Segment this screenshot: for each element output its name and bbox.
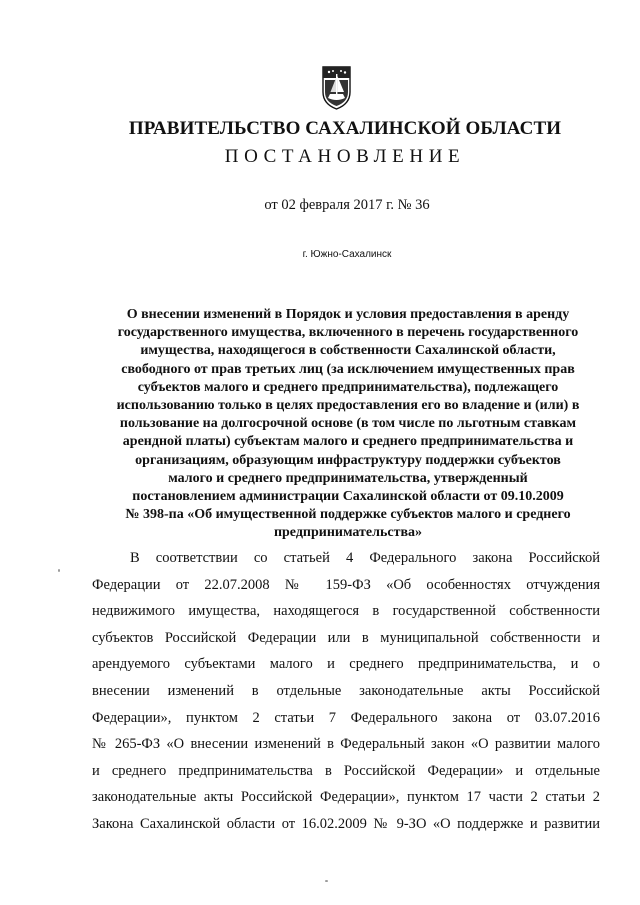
document-kind: ПОСТАНОВЛЕНИЕ	[224, 146, 466, 167]
subject-line: № 398-па «Об имущественной поддержке субъектов малого и среднего	[125, 507, 571, 523]
subject-line: свободного от прав третьих лиц (за исключением имущественных прав	[121, 361, 575, 377]
subject-line: субъектов малого и среднего предпринимательства), подлежащего	[137, 379, 559, 395]
subject-line: О внесении изменений в Порядок и условия предоставления в аренду	[126, 307, 570, 322]
sakhalin-coat-of-arms-icon	[321, 64, 352, 110]
body-line: № 265-ФЗ «О внесении изменений в Федеральный закон «О развитии малого	[92, 736, 600, 753]
subject-line: использованию только в целях предоставления его во владение и (или) в	[116, 398, 580, 414]
body-line: арендуемого субъектами малого и среднего предпринимательства, и о	[92, 656, 600, 673]
subject-line: организациям, образующим инфраструктуру поддержки субъектов	[135, 452, 561, 468]
body-line: Закона Сахалинской области от 16.02.2009 № 9-ЗО «О поддержке и развитии	[92, 815, 600, 832]
body-line: и среднего предпринимательства в Российской Федерации» и отдельные	[92, 762, 600, 779]
document-date-number: от 02 февраля 2017 г. № 36	[264, 197, 430, 213]
document-subject	[88, 306, 608, 543]
subject-line: малого и среднего предпринимательства, утвержденный	[168, 470, 528, 486]
subject-line: имущества, находящегося в собственности Сахалинской области,	[140, 343, 556, 359]
body-line: Федерации от 22.07.2008 № 159-ФЗ «Об особенностях отчуждения	[92, 576, 600, 593]
subject-line: предпринимательства»	[273, 525, 423, 541]
body-paragraph	[92, 545, 600, 838]
scan-speck	[325, 880, 328, 882]
subject-line: постановлением администрации Сахалинской области от 09.10.2009	[132, 489, 564, 505]
body-line: внесении изменений в отдельные законодательные акты Российской	[92, 682, 600, 699]
body-line: недвижимого имущества, находящегося в государственной собственности	[92, 603, 600, 620]
body-line: законодательные акты Российской Федерации», пунктом 17 части 2 статьи 2	[92, 789, 600, 806]
document-city: г. Южно-Сахалинск	[302, 249, 392, 260]
body-line: субъектов Российской Федерации или в муниципальной собственности и	[92, 629, 600, 646]
subject-line: арендной платы) субъектам малого и среднего предпринимательства и	[122, 434, 574, 450]
subject-line: государственного имущества, включенного в перечень государственного	[117, 325, 579, 341]
government-title: ПРАВИТЕЛЬСТВО САХАЛИНСКОЙ ОБЛАСТИ	[128, 118, 562, 139]
scan-speck	[58, 569, 60, 572]
subject-line: пользование на долгосрочной основе (в том числе по льготным ставкам	[119, 416, 577, 432]
body-line: В соответствии со статьей 4 Федерального закона Российской	[130, 550, 600, 566]
body-line: Федерации», пунктом 2 статьи 7 Федерального закона от 03.07.2016	[92, 709, 600, 726]
